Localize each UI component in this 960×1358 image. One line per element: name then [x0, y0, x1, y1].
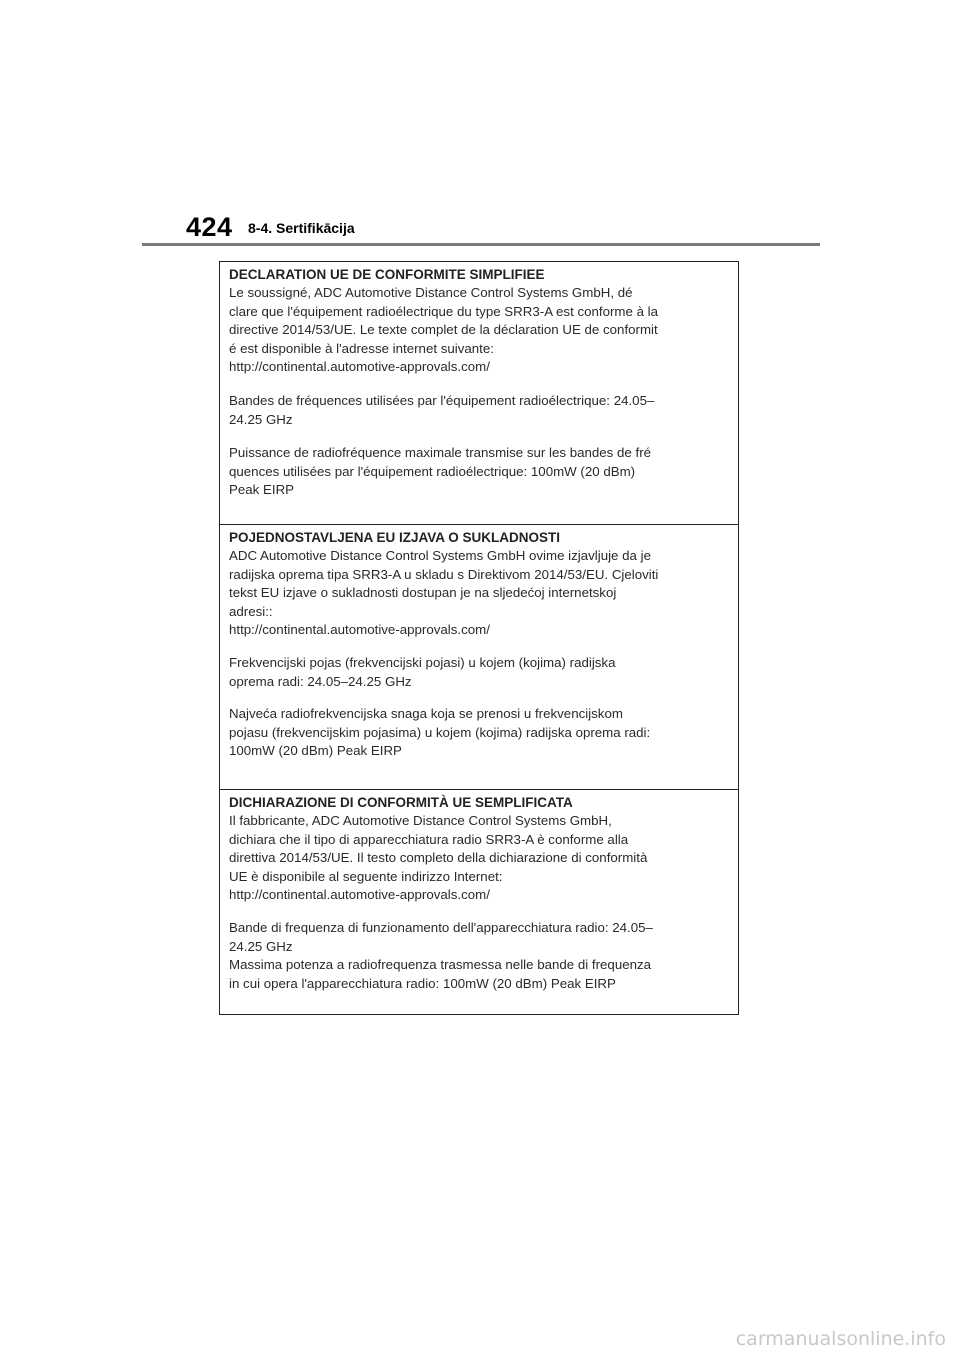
section-title: 8-4. Sertifikācija [248, 220, 355, 236]
page-number: 424 [186, 212, 233, 242]
declaration-paragraph: Le soussigné, ADC Automotive Distance Control Systems GmbH, dé clare que l'équipement radioélectrique du type SRR3-A est conforme à la directive 2014/53/UE. Le texte complet de la déclaration UE de conformit é est disponible à l'adresse internet suivante: http://continental.automotive-approvals.com/ [229, 285, 659, 375]
header-divider [142, 243, 820, 246]
declaration-heading: POJEDNOSTAVLJENA EU IZJAVA O SUKLADNOSTI [229, 530, 561, 545]
declaration-paragraph: Il fabbricante, ADC Automotive Distance Control Systems GmbH, dichiara che il tipo di apparecchiatura radio SRR3-A è conforme alla direttiva 2014/53/UE. Il testo completo della dichiarazione di conformità UE è disponibile al seguente indirizzo Internet: http://continental.automotive-approvals.com/ [229, 813, 648, 903]
declaration-paragraph: Bandes de fréquences utilisées par l'équipement radioélectrique: 24.05– 24.25 GHz [229, 392, 655, 427]
watermark: carmanualsonline.info [735, 1328, 946, 1350]
declaration-box [219, 261, 739, 1015]
declaration-paragraph: Bande di frequenza di funzionamento dell'apparecchiatura radio: 24.05– 24.25 GHz Massima potenza a radiofrequenza trasmessa nelle bande di frequenza in cui opera l'apparecchiatura radio: 100mW (20 dBm) Peak EIRP [229, 919, 653, 991]
declaration-heading: DICHIARAZIONE DI CONFORMITÀ UE SEMPLIFICATA [229, 795, 573, 810]
declaration-french [220, 262, 738, 525]
declaration-paragraph: Frekvencijski pojas (frekvencijski pojasi) u kojem (kojima) radijska oprema radi: 24.05–24.25 GHz [229, 654, 616, 689]
declaration-italian [220, 790, 738, 1014]
declaration-croatian [220, 525, 738, 790]
declaration-paragraph: ADC Automotive Distance Control Systems GmbH ovime izjavljuje da je radijska oprema tipa SRR3-A u skladu s Direktivom 2014/53/EU. Cjeloviti tekst EU izjave o sukladnosti dostupan je na sljedećoj internetskoj adresi:: http://continental.automotive-approvals.com/ [229, 548, 659, 638]
page-header [186, 212, 826, 246]
declaration-paragraph: Najveća radiofrekvencijska snaga koja se prenosi u frekvencijskom pojasu (frekvencijskim pojasima) u kojem (kojima) radijska oprema radi: 100mW (20 dBm) Peak EIRP [229, 706, 651, 759]
declaration-paragraph: Puissance de radiofréquence maximale transmise sur les bandes de fré quences utilisées par l'équipement radioélectrique: 100mW (20 dBm) Peak EIRP [229, 445, 652, 498]
declaration-heading: DECLARATION UE DE CONFORMITE SIMPLIFIEE [229, 267, 545, 282]
